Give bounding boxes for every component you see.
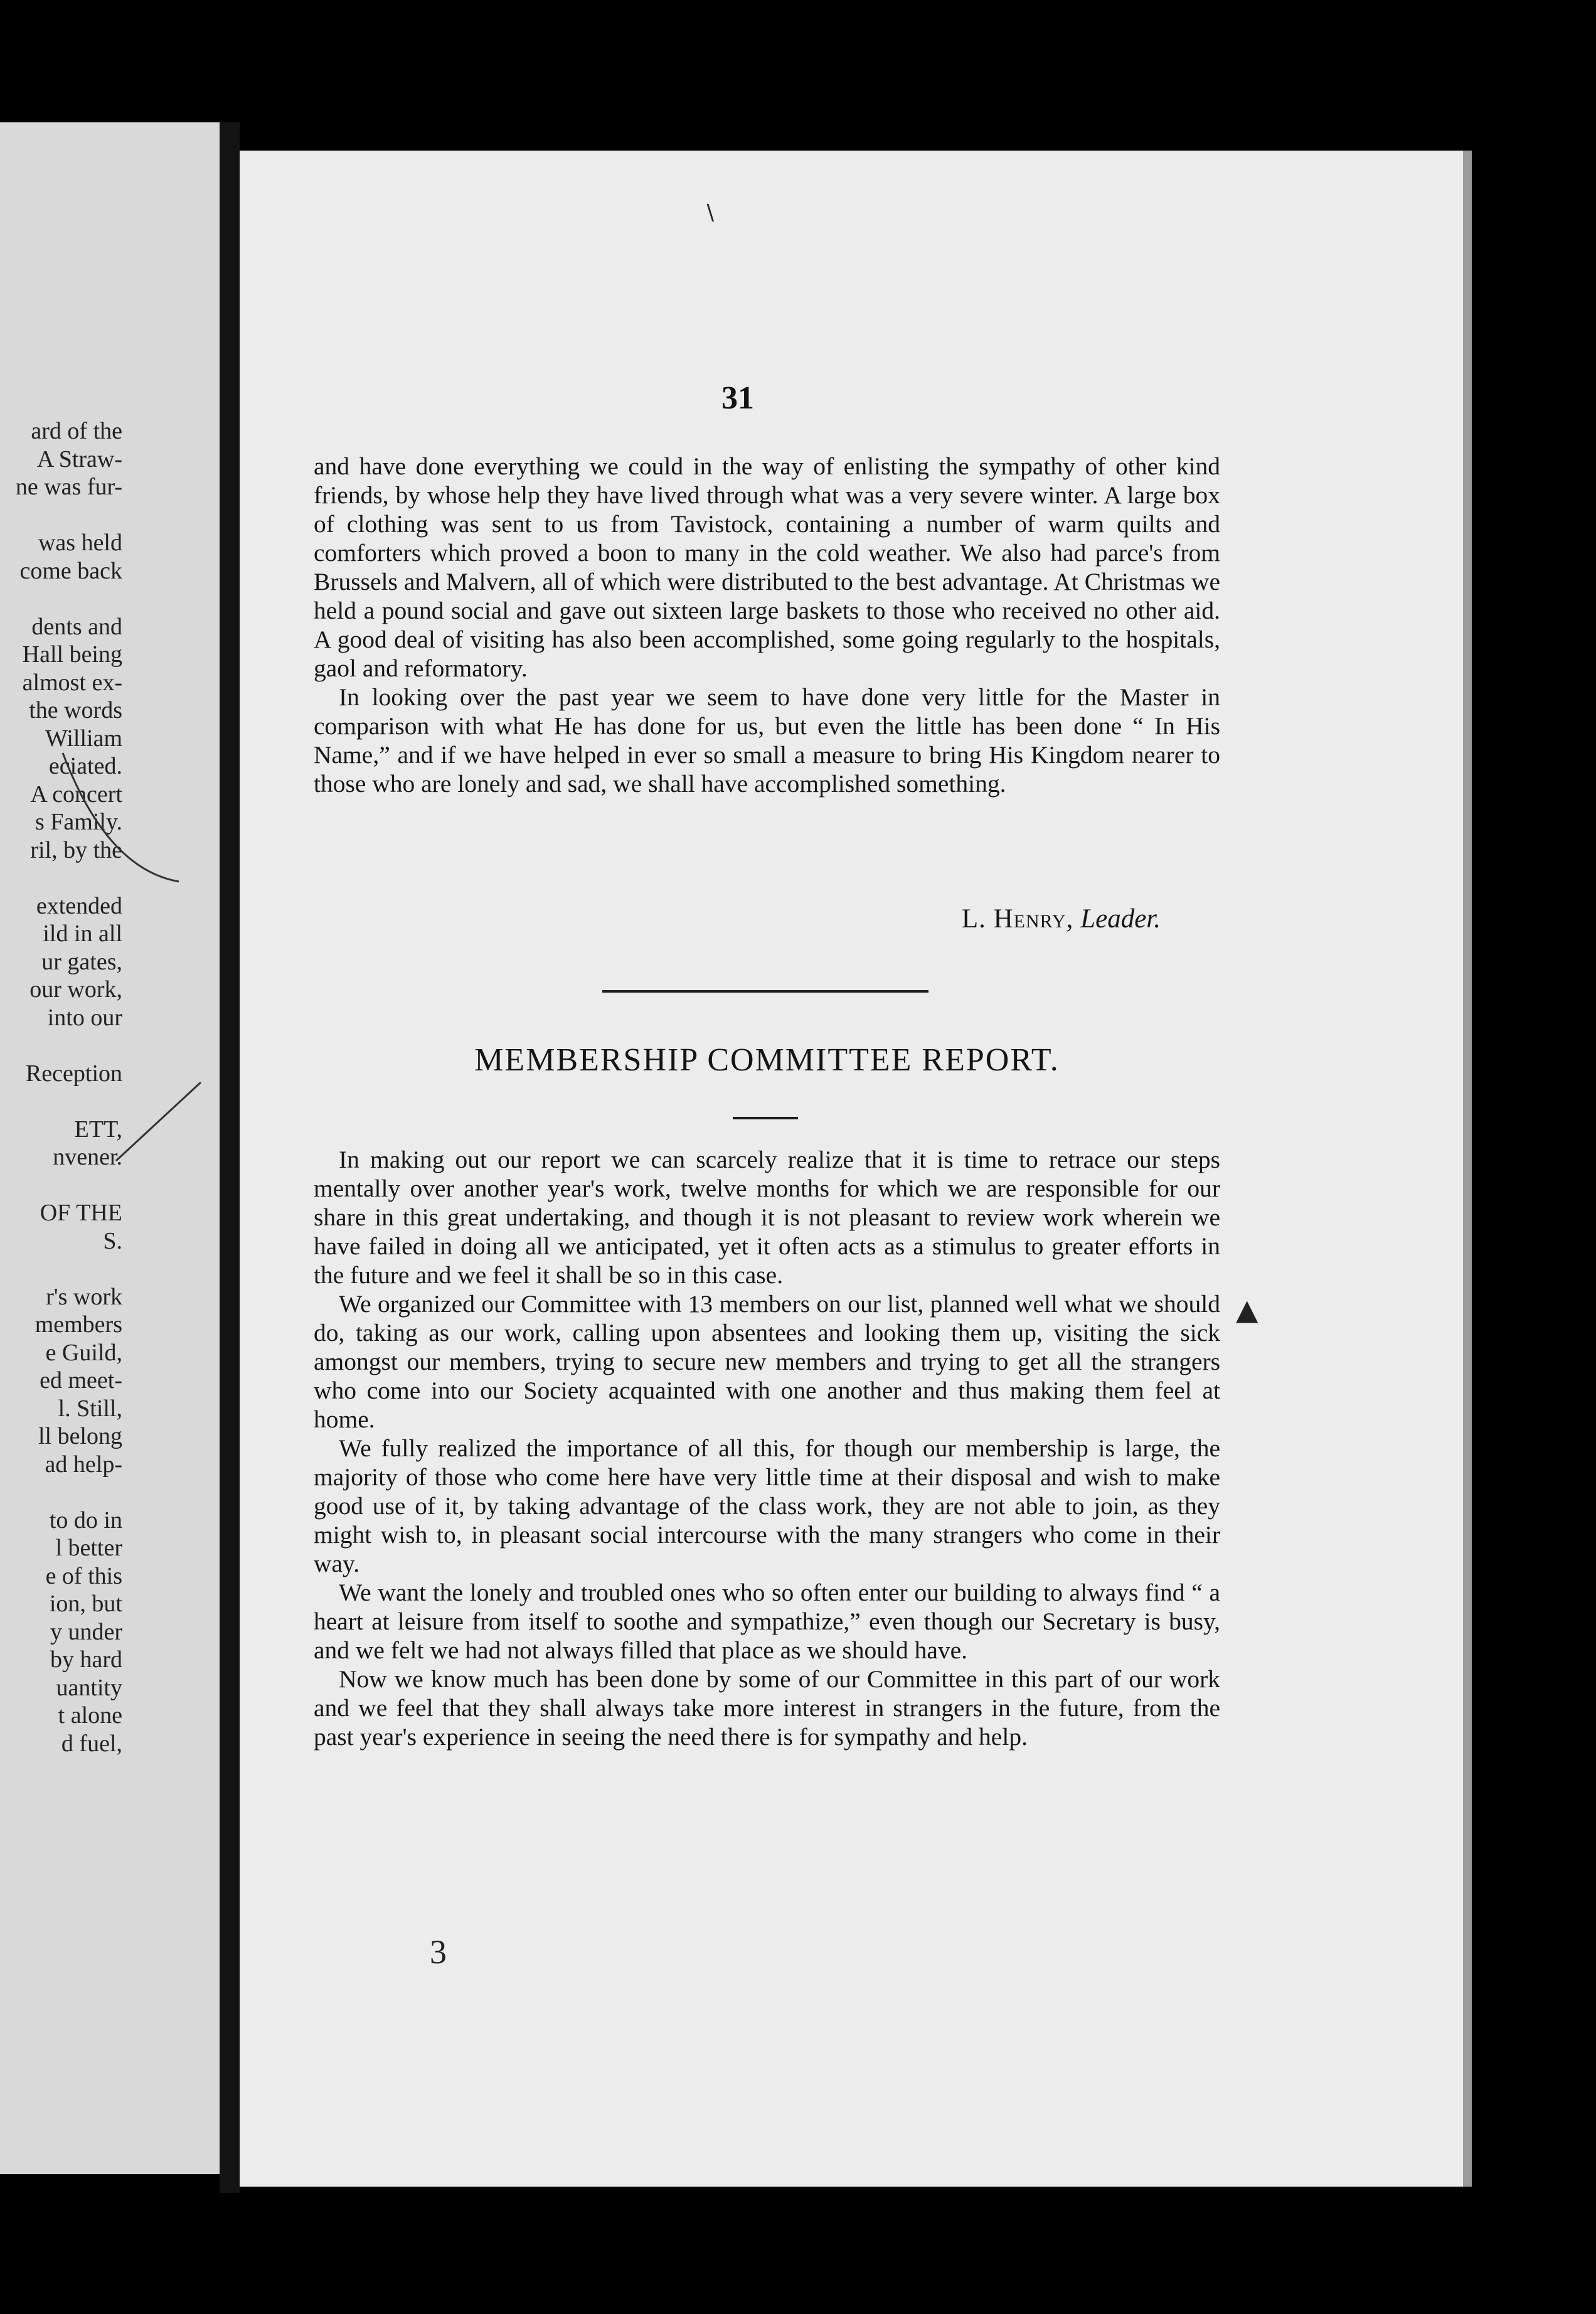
left-page-text-fragment: ad help- [45,1451,122,1478]
signature-name: L. Henry, [961,904,1074,934]
left-page-text-fragment: y under [50,1618,122,1645]
left-page-text-fragment: ne was fur- [15,474,122,500]
report-body [314,1145,1220,1751]
pen-annotations [0,122,220,2174]
left-page-text-fragment: the words [29,697,122,723]
left-page-text-fragment: William [45,725,122,752]
left-page-text-fragment: extended [36,892,122,919]
left-page-text-fragment: to do in [49,1506,122,1533]
left-page-text-fragment: s Family. [35,809,122,835]
left-page-text-fragment: our work, [29,976,122,1003]
pencil-mark: 3 [430,1933,447,1971]
left-page-text-fragment: ild in all [43,920,122,947]
left-page-text-fragment: r's work [46,1283,122,1310]
ink-blot-icon: ▲ [1236,1293,1258,1326]
paragraph-closing: In looking over the past year we seem to have done very little for the Master in comparison with what He has done for us, but even the little has been done “ In His Name,” and if we have helped in ever so small a measure to bring His Kingdom nearer to those who are lonely and sad, we shall have accomplished something. [314,683,1220,797]
report-paragraph: In making out our report we can scarcely realize that it is time to retrace our steps mentally over another year's work, twelve months for which we are responsible for our share in this great undertaking, and though it is not pleasant to review work wherein we have failed in doing all we anticipated, yet it often acts as a stimulus to greater efforts in the future and we feel it shall be so in this case. [314,1146,1220,1289]
continued-section [314,452,1220,798]
heading-rule [733,1117,798,1119]
left-page-text-fragment: ur gates, [41,948,122,975]
book-gutter [220,122,240,2193]
report-paragraph: We want the lonely and troubled ones who so often enter our building to always find “ a heart at leisure from itself to soothe and sympathize,” even though our Secretary is busy, and we felt we had not always filled that place as we should have. [314,1579,1220,1664]
left-page-text-fragment: ard of the [31,418,122,444]
report-paragraph: We fully realized the importance of all this, for though our membership is large, the majority of those who come here have very little time at their disposal and wish to make good use of it, by taking advantage of the class work, they are not able to join, as they might wish to, in pleasant social intercourse with the many strangers who come in their way. [314,1434,1220,1577]
left-page-text-fragment: almost ex- [22,669,122,696]
left-page-text-fragment: d fuel, [61,1730,122,1757]
left-page-text-fragment: Reception [25,1060,122,1087]
left-page-text-fragment: OF THE [40,1200,122,1226]
signature-line [816,904,1161,934]
left-page-text-fragment: ril, by the [30,836,122,863]
left-page-text-fragment: e Guild, [45,1339,122,1366]
speck-icon: ∖ [703,201,716,226]
left-page-text-fragment: ll belong [38,1423,122,1449]
left-page-text-fragment: e of this [45,1562,122,1589]
left-page-text-fragment: was held [38,530,122,556]
left-page-text-fragment: into our [47,1004,122,1031]
left-page-text-fragment: A concert [30,781,122,808]
left-page-text-fragment: ed meet- [40,1367,122,1394]
left-page-text-fragment: ETT, [74,1116,122,1143]
section-heading: MEMBERSHIP COMMITTEE REPORT. [474,1042,1060,1078]
report-paragraph: Now we know much has been done by some of our Committee in this part of our work and we feel that they shall always take more interest in strangers in the future, from the past year's experience in seeing the need there is for sympathy and help. [314,1665,1220,1751]
left-page-text-fragment: by hard [50,1646,122,1673]
left-page-text-fragment: t alone [58,1702,122,1729]
left-page-text-fragment: members [35,1311,122,1338]
left-page-text-fragment: nvener. [53,1144,122,1170]
left-page-text-fragment: l better [55,1535,122,1561]
left-page-text-fragment: eciated. [48,753,122,779]
left-page-text-fragment: ion, but [49,1591,122,1617]
report-paragraph: We organized our Committee with 13 members on our list, planned well what we should do, taking as our work, calling upon absentees and looking them up, visiting the sick amongst our members, trying to secure new members and trying to get all the strangers who come into our Society acquainted with one another and thus making them feel at home. [314,1290,1220,1433]
signature-title: Leader. [1080,904,1161,934]
paragraph-continued: and have done everything we could in the way of enlisting the sympathy of other kind friends, by whose help they have lived through what was a very severe winter. A large box of clothing was sent to us from Tavistock, containing a number of warm quilts and comforters which proved a boon to many in the cold weather. We also had parce's from Brussels and Malvern, all of which were distributed to the best advantage. At Christmas we held a pound social and gave out sixteen large baskets to those who received no other aid. A good deal of visiting has also been accomplished, some going regularly to the hospitals, gaol and reformatory. [314,452,1220,682]
page-number: 31 [721,380,754,416]
left-page-text-fragment: S. [103,1227,122,1254]
left-page-text-fragment: Hall being [22,641,122,668]
left-page-text-fragment: A Straw- [36,445,122,472]
left-page-text-fragment: l. Still, [58,1395,122,1422]
left-page-text-fragment: uantity [56,1674,122,1701]
left-page-text-fragment: dents and [31,613,122,640]
left-page-text-fragment: come back [19,557,122,584]
page-edge [1463,151,1472,2187]
section-divider [602,990,928,993]
left-page-fragment [0,122,220,2174]
